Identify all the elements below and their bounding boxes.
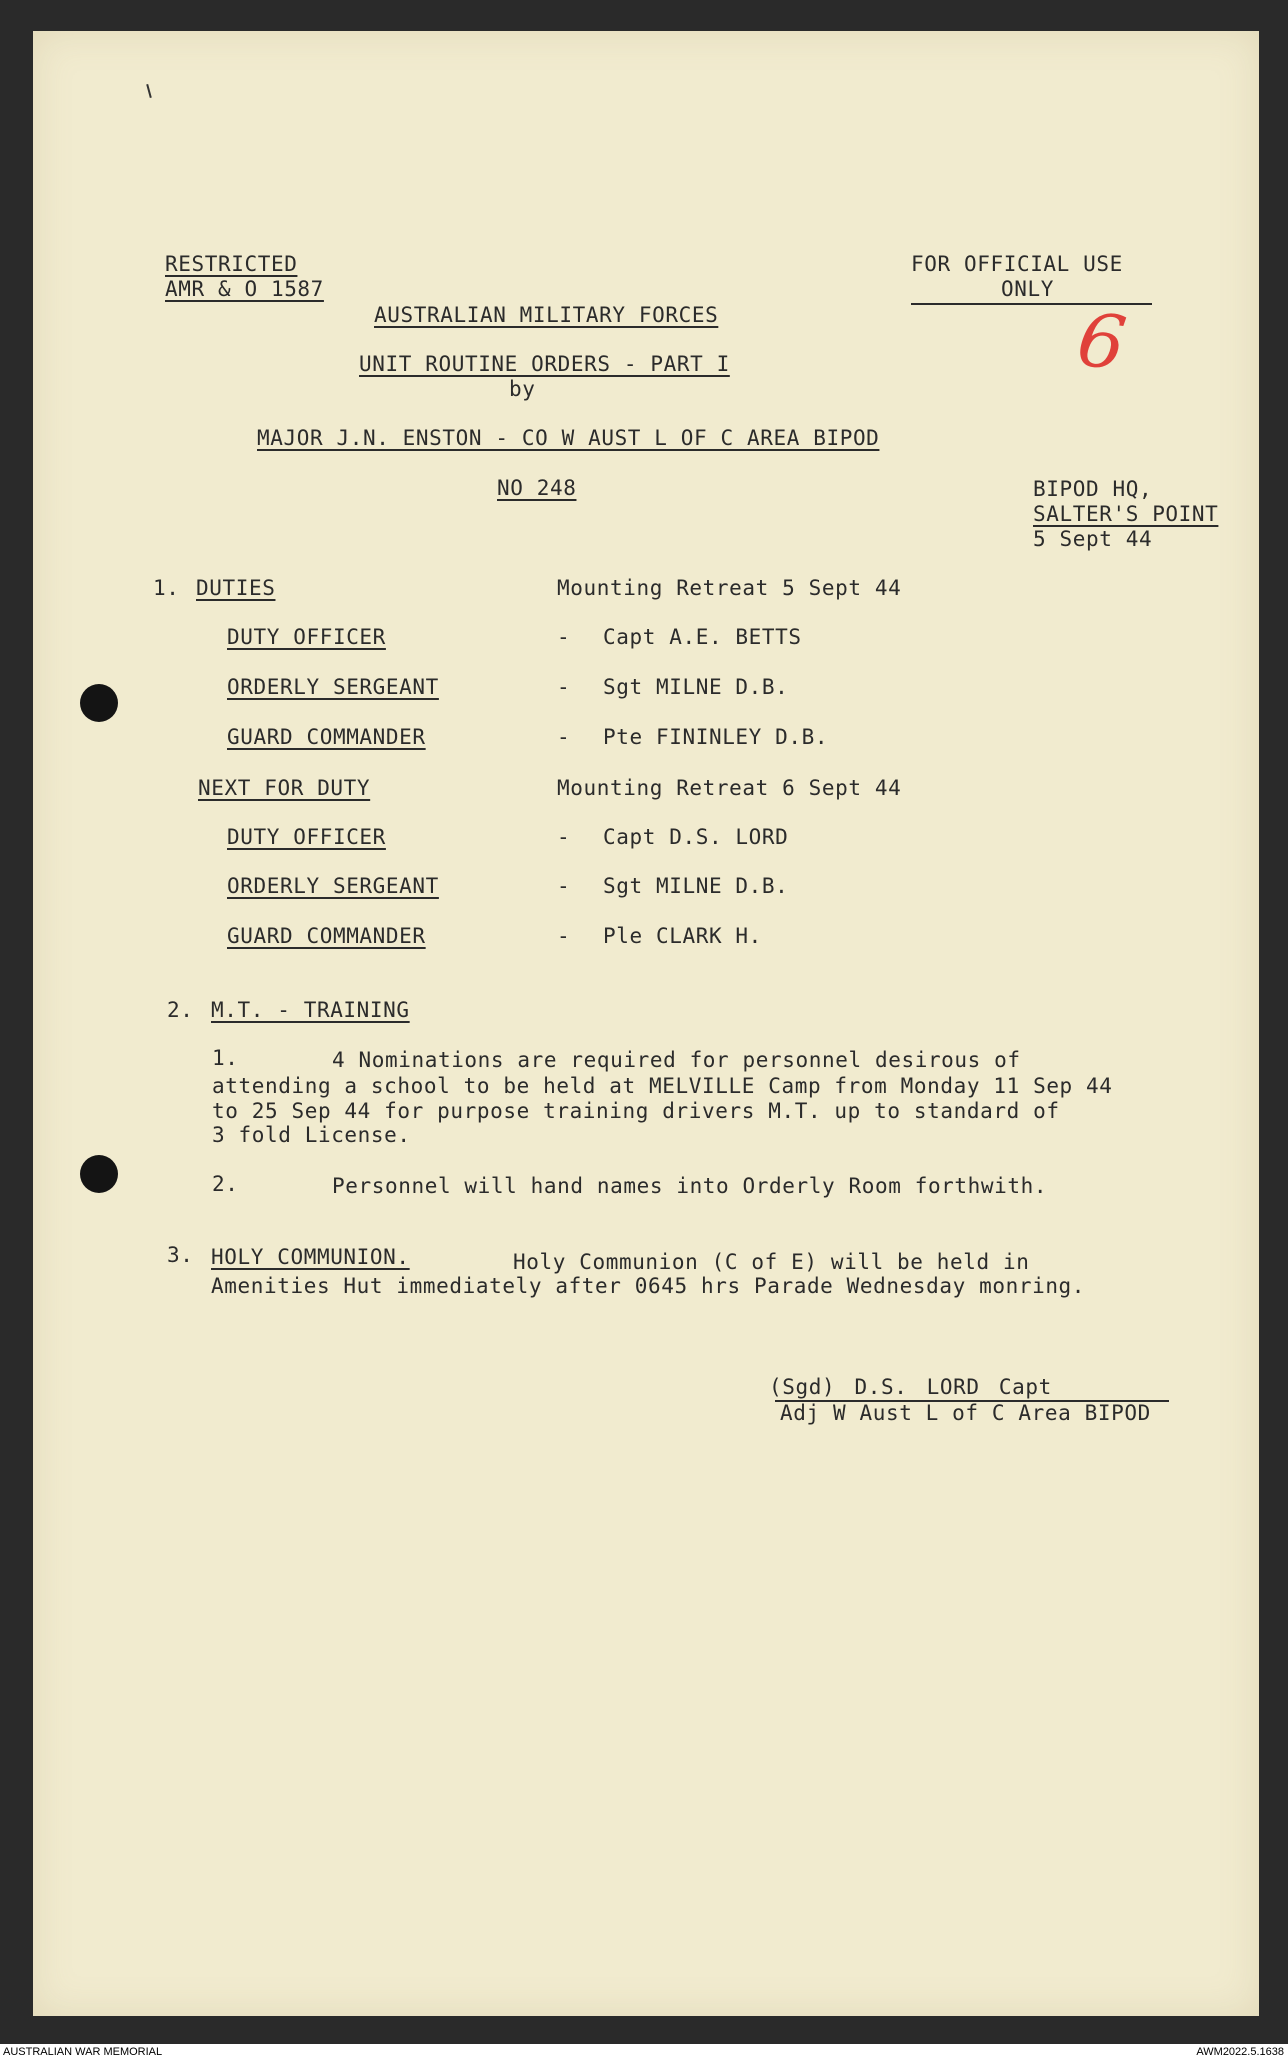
duty-dash: - <box>557 725 571 749</box>
org-title: AUSTRALIAN MILITARY FORCES <box>374 303 719 327</box>
archive-footer <box>0 2044 1288 2061</box>
official-use-line2: ONLY <box>1001 277 1054 301</box>
para-2-text: Personnel will hand names into Orderly Room forthwith. <box>332 1174 1048 1198</box>
duty-dash: - <box>557 675 571 699</box>
section-2-number: 2. <box>167 998 194 1022</box>
by-label: by <box>509 377 536 401</box>
signature-line1: (Sgd) D.S. LORD Capt <box>769 1375 1052 1399</box>
duty-person: Pte FININLEY D.B. <box>603 725 829 749</box>
holy-communion-text: Holy Communion (C of E) will be held in <box>513 1250 1030 1274</box>
amr-reference: AMR & O 1587 <box>165 277 324 301</box>
duties-mounting: Mounting Retreat 5 Sept 44 <box>557 576 902 600</box>
duty-role: DUTY OFFICER <box>227 625 386 649</box>
holy-communion-text: Amenities Hut immediately after 0645 hrs Parade Wednesday monring. <box>211 1274 1086 1298</box>
duty-dash: - <box>557 825 571 849</box>
duty-person: Sgt MILNE D.B. <box>603 874 789 898</box>
duty-person: Ple CLARK H. <box>603 924 762 948</box>
para-1-line: 4 Nominations are required for personnel desirous of <box>332 1048 1021 1072</box>
duty-role: GUARD COMMANDER <box>227 924 426 948</box>
signature-line2: Adj W Aust L of C Area BIPOD <box>780 1401 1151 1425</box>
document-title: UNIT ROUTINE ORDERS - PART I <box>359 352 730 376</box>
page-number-annotation: 6 <box>1072 296 1131 388</box>
section-1-heading: DUTIES <box>196 576 276 600</box>
para-1-number: 1. <box>212 1046 239 1070</box>
document-page <box>33 31 1259 2016</box>
duty-dash: - <box>557 625 571 649</box>
location-line1: BIPOD HQ, <box>1033 477 1153 501</box>
duty-role: ORDERLY SERGEANT <box>227 675 439 699</box>
official-use-line1: FOR OFFICIAL USE <box>911 252 1123 276</box>
para-1-line: 3 fold License. <box>212 1123 411 1147</box>
duty-role: ORDERLY SERGEANT <box>227 874 439 898</box>
issuer-line: MAJOR J.N. ENSTON - CO W AUST L OF C AREA BIPOD <box>257 426 880 450</box>
section-3-heading: HOLY COMMUNION. <box>211 1245 410 1269</box>
location-line2: SALTER'S POINT <box>1033 502 1219 526</box>
punch-hole-top <box>80 684 118 722</box>
footer-institution: AUSTRALIAN WAR MEMORIAL <box>3 2046 163 2058</box>
duty-dash: - <box>557 874 571 898</box>
section-3-number: 3. <box>167 1243 194 1267</box>
order-number: NO 248 <box>497 476 577 500</box>
section-1-number: 1. <box>153 576 180 600</box>
duty-role: GUARD COMMANDER <box>227 725 426 749</box>
para-1-line: to 25 Sep 44 for purpose training drivers M.T. up to standard of <box>212 1099 1060 1123</box>
punch-hole-bottom <box>80 1155 118 1193</box>
location-date: 5 Sept 44 <box>1033 527 1153 551</box>
duty-person: Capt D.S. LORD <box>603 825 789 849</box>
section-2-heading: M.T. - TRAINING <box>211 998 410 1022</box>
duty-dash: - <box>557 924 571 948</box>
para-2-number: 2. <box>212 1172 239 1196</box>
duty-person: Capt A.E. BETTS <box>603 625 802 649</box>
restricted-label: RESTRICTED <box>165 252 298 276</box>
next-mounting: Mounting Retreat 6 Sept 44 <box>557 776 902 800</box>
para-1-line: attending a school to be held at MELVILLE Camp from Monday 11 Sep 44 <box>212 1074 1113 1098</box>
footer-catalogue-id: AWM2022.5.1638 <box>1196 2046 1284 2058</box>
next-for-duty-heading: NEXT FOR DUTY <box>198 776 371 800</box>
duty-role: DUTY OFFICER <box>227 825 386 849</box>
duty-person: Sgt MILNE D.B. <box>603 675 789 699</box>
